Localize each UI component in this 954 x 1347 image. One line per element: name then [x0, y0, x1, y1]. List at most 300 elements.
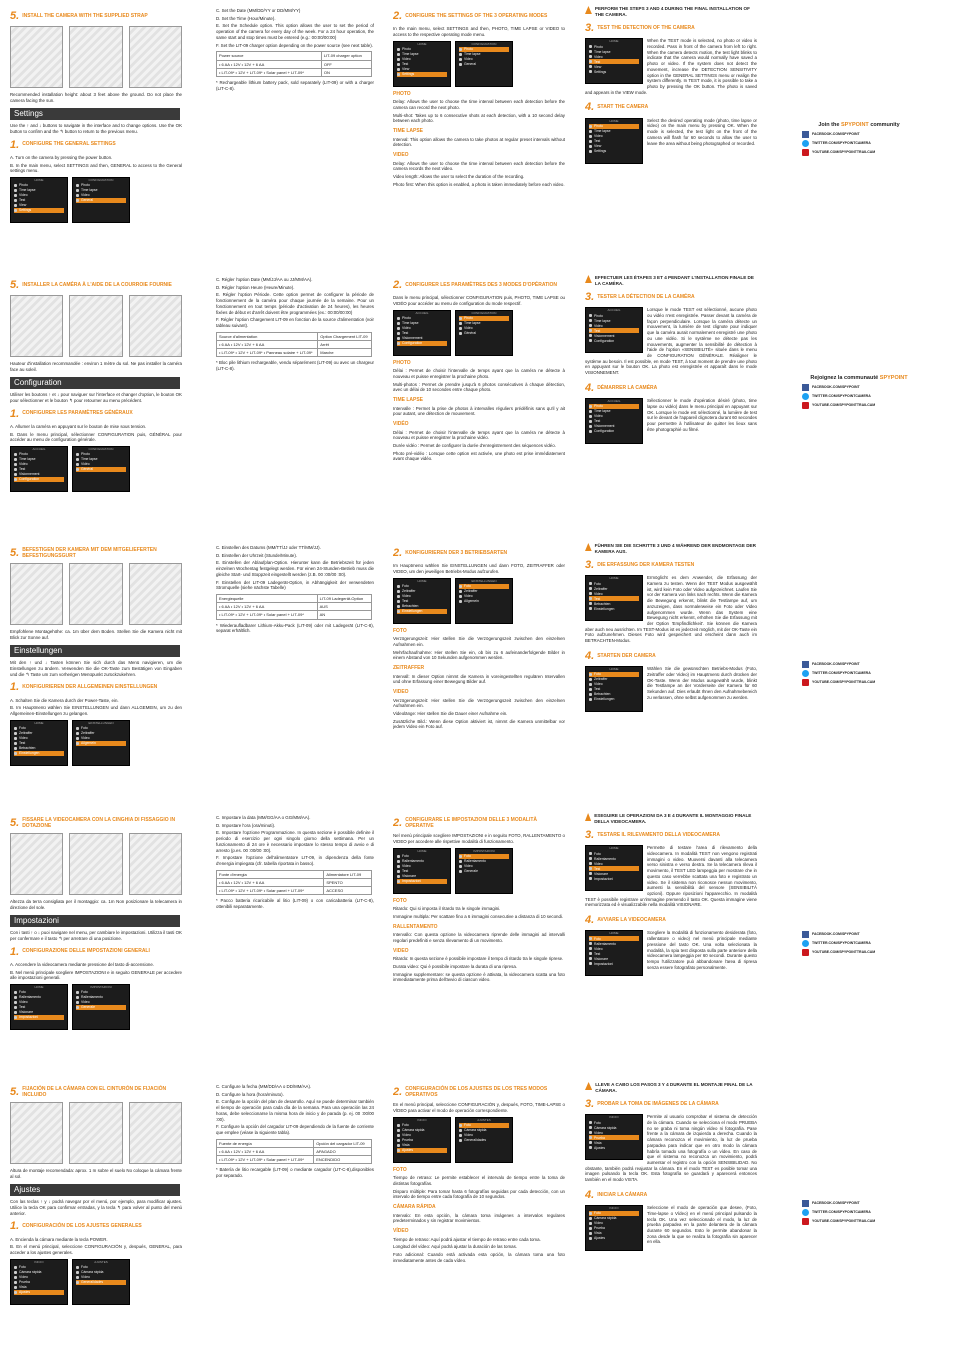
menu-item[interactable]: Test	[589, 419, 639, 424]
menu-item[interactable]: Foto	[459, 854, 509, 859]
step-e: E. Einstellen der Ablaufplan-Option. Hierunter kann die Betriebszeit für jeden einzelnen Wochentag festgelegt werden. Für einen 24-Stunden-Betrieb muss die gleiche Start- und Stoppzeit eingestellt werden (z.B. 00 :00/00 :00).	[216, 560, 374, 577]
column-general	[216, 543, 374, 636]
menu-item[interactable]: Vidéo	[14, 462, 64, 467]
menu-item[interactable]: Video	[14, 193, 64, 198]
column-modes: 2. CONFIGURACIÓN DE LOS AJUSTES DE LOS TRES MODOS OPERATIVOS En el menú principal, seleccione CONFIGURACIÓN y, después, FOTO, TIME-LAPSE o VÍDEO para activar el modo de operación correspondiente. INICIO Foto Cámara rápida Vídeo Prueba Vista Ajustes AJUSTES Foto Cámara rápida Vídeo Generalidades FOTO Tiempo de retraso: Le permite establecer el intervalo de tiempo entre la toma de distintas fotografías. Disparo múltiple: Para tomar hasta 6 fotografías seguidas por cada detección, con un intervalo de tiempo entre cada fotografía de 10 segundos. CÁMARA RÁPIDA Intervalo: En esta opción, la cámara toma imágenes a intervalos regulares predeterminados y sin registrar movimientos. VÍDEO Tiempo de retraso: Aquí podrá ajustar el tiempo de retraso entre cada toma. Longitud del vídeo: Aquí podrá ajustar la duración de las tomas. Foto adicional: Cuando está activada esta opción, la cámara toma una foto inmediatamente antes de cada vídeo.	[393, 1085, 565, 1263]
menu-item[interactable]: General	[76, 198, 126, 203]
menu-screen	[393, 41, 451, 87]
step-2-heading: 2. CONFIGURACIÓN DE LOS AJUSTES DE LOS TRES MODOS OPERATIVOS	[393, 1085, 548, 1099]
menu-item[interactable]: Photo	[76, 183, 126, 188]
menu-item[interactable]: Time lapse	[14, 188, 64, 193]
menu-item-icon	[14, 1271, 17, 1274]
menu-item[interactable]: Visionnement	[589, 333, 639, 338]
menu-item-icon	[589, 150, 592, 153]
menu-item[interactable]: Time lapse	[459, 52, 509, 57]
menu-header: HOME	[417, 41, 427, 46]
menu-item[interactable]: Video	[76, 193, 126, 198]
menu-item[interactable]: Photo	[459, 47, 509, 52]
menu-item[interactable]: Time lapse	[76, 457, 126, 462]
menu-item[interactable]: Video	[589, 861, 639, 866]
menu-item-icon	[397, 870, 400, 873]
column-test	[585, 275, 757, 446]
menu-item-icon	[589, 952, 592, 955]
menu-item[interactable]: Visionnement	[397, 336, 447, 341]
menu-item-icon	[76, 184, 79, 187]
menu-item[interactable]: Photo	[76, 452, 126, 457]
column-install	[10, 275, 182, 495]
step-c: C. Set the Date (MM/DD/YY or DD/MM/YY)	[216, 8, 301, 13]
menu-header: HOME	[34, 985, 44, 990]
step-4-heading: 4. STARTEN DER CAMERA	[585, 649, 656, 662]
twitter-link[interactable]: TWITTER.COM/SPYPOINTCAMERA	[802, 1209, 934, 1216]
install-illustrations	[10, 563, 182, 625]
menu-item[interactable]: Vídeo	[14, 1275, 64, 1280]
menu-screens	[10, 984, 182, 1030]
menu-item-icon	[589, 405, 592, 408]
step-3-heading: 3. DIE ERFASSUNG DER KAMERA TESTEN	[585, 558, 695, 571]
menu-item[interactable]: Photo	[589, 313, 639, 318]
menu-item-icon	[397, 1129, 400, 1132]
menu-header: ACCUEIL	[607, 308, 621, 313]
menu-item[interactable]: Configuration	[14, 477, 64, 482]
menu-item[interactable]: Ajustes	[14, 1290, 64, 1295]
facebook-link[interactable]: FACEBOOK.COM/SPYPOINT	[802, 384, 934, 391]
menu-item[interactable]: Cámara rápida	[589, 1125, 639, 1130]
menu-item[interactable]: Configuration	[589, 338, 639, 343]
menu-item[interactable]: Général	[76, 467, 126, 472]
menu-item[interactable]: Vídeo	[397, 1133, 447, 1138]
photo-heading: FOTO	[393, 627, 407, 634]
menu-item[interactable]: Ajustes	[589, 1236, 639, 1241]
settings-band: Impostazioni	[10, 915, 180, 927]
photo-heading: PHOTO	[393, 359, 411, 366]
column-general	[216, 6, 374, 93]
youtube-link[interactable]: YOUTUBE.COM/SPYPOINTTRAILCAM	[802, 1218, 934, 1225]
menu-item[interactable]: Test	[397, 869, 447, 874]
menu-item[interactable]: Video	[397, 57, 447, 62]
column-modes: 2. CONFIGURARE LE IMPOSTAZIONI DELLE 3 MODALITÀ OPERATIVE Nel menù principale scegliere IMPOSTAZIONI e in seguito FOTO, RALLENTAMENTO o VIDEO per accedere alle rispettive modalità di funzionamento. HOME Foto Rallentamento Video Test Visionare Impostazioni IMPOSTAZIONI Foto Rallentamento Video Generale FOTO Ritardo: Qui si imposta il ritardo tra le singole immagini. Immagine multipla: Per scattare fino a 6 immagini consecutive a distanza di 10 secondi. RALLENTAMENTO Intervallo: Con questa opzione la videocamera riprende delle immagini ad intervalli regolari predefiniti e senza rilevamento di un movimento. VIDEO Ritardo: In questa sezione è possibile impostare il tempo di ritardo tra le singole riprese. Durata video: Qui è possibile impostare la durata di una ripresa. Immagine supplementare: se questa opzione è attivata, la videocamera scatta una foto immediatamente prima dell'avvio di ciascun video.	[393, 816, 565, 983]
menu-item-icon	[459, 48, 462, 51]
menu-item[interactable]: Foto	[397, 854, 447, 859]
menu-item[interactable]: Prueba	[589, 1135, 639, 1140]
menu-item[interactable]: Video	[397, 864, 447, 869]
menu-item[interactable]: Test	[589, 59, 639, 64]
menu-item[interactable]: Test	[14, 198, 64, 203]
menu-item-icon	[76, 732, 79, 735]
menu-item-icon	[397, 875, 400, 878]
youtube-link[interactable]: YOUTUBE.COM/SPYPOINTTRAILCAM	[802, 949, 934, 956]
menu-screen	[10, 1259, 68, 1305]
menu-item[interactable]: Visionare	[14, 1010, 64, 1015]
menu-header: HOME	[609, 931, 619, 936]
menu-item[interactable]: Général	[459, 331, 509, 336]
menu-item[interactable]: Prueba	[589, 1226, 639, 1231]
menu-item[interactable]: Video	[459, 57, 509, 62]
menu-item[interactable]: Foto	[589, 581, 639, 586]
menu-header: HOME	[609, 667, 619, 672]
menu-header: INICIO	[609, 1206, 619, 1211]
menu-screen	[72, 720, 130, 766]
menu-item[interactable]: Ajustes	[589, 1145, 639, 1150]
menu-item-icon	[589, 420, 592, 423]
menu-item[interactable]: Vidéo	[76, 462, 126, 467]
menu-item[interactable]: Zeitraffer	[397, 589, 447, 594]
menu-item[interactable]: Einstellungen	[397, 609, 447, 614]
menu-item-icon	[589, 410, 592, 413]
menu-item[interactable]: Einstellungen	[14, 751, 64, 756]
menu-item[interactable]: Cámara rápida	[14, 1270, 64, 1275]
menu-item[interactable]: Foto	[397, 1123, 447, 1128]
menu-item[interactable]: Vista	[397, 1143, 447, 1148]
menu-item[interactable]: Foto	[589, 936, 639, 941]
menu-item[interactable]: Impostazioni	[14, 1015, 64, 1020]
step-4-heading: 4. INICIAR LA CÁMARA	[585, 1188, 648, 1201]
menu-item-icon	[589, 937, 592, 940]
menu-item[interactable]: Visionare	[397, 874, 447, 879]
menu-item-icon	[589, 60, 592, 63]
menu-item[interactable]: Betrachten	[589, 692, 639, 697]
step-2-text: Im Hauptmenü wählen Sie EINSTELLUNGEN und dann FOTO, ZEITRAFFER oder VIDEO, um den jeweiligen Betriebs-Modus aufzurufen.	[393, 563, 565, 575]
step-5-heading: 5. BEFESTIGEN DER KAMERA MIT DEM MITGELIEFERTEN BEFESTIGUNGSGURT	[10, 546, 157, 560]
menu-item[interactable]: View	[397, 67, 447, 72]
menu-item[interactable]: Generale	[459, 869, 509, 874]
menu-item[interactable]: Test	[589, 951, 639, 956]
step-e: E. Set the Schedule option. This option allows the user to set the period of operation of the camera for every day of the week. For a 24 hour operation, the same start and stop times must be entered (e.g.: 00:00/00:00)	[216, 23, 374, 40]
strap-image	[10, 833, 63, 895]
step-a: A. Encienda la cámara mediante la tecla POWER.	[10, 1236, 108, 1242]
menu-item[interactable]: Test	[589, 687, 639, 692]
menu-item[interactable]: Cámara rápida	[397, 1128, 447, 1133]
menu-screens	[393, 1117, 565, 1163]
menu-item[interactable]: Generalidades	[76, 1280, 126, 1285]
column-install	[10, 813, 182, 1033]
menu-item[interactable]: Time lapse	[589, 49, 639, 54]
menu-screen	[585, 398, 643, 444]
menu-item[interactable]: Foto	[76, 990, 126, 995]
menu-item-icon	[589, 957, 592, 960]
menu-item[interactable]: Foto	[14, 1265, 64, 1270]
step-a: A. Allumer la caméra en appuyant sur le bouton de mise sous tension.	[10, 423, 147, 429]
menu-item[interactable]: Time lapse	[397, 52, 447, 57]
menu-item[interactable]: Settings	[14, 208, 64, 213]
menu-item[interactable]: Vidéo	[459, 326, 509, 331]
menu-item-icon	[397, 53, 400, 56]
menu-item[interactable]: Vidéo	[397, 326, 447, 331]
menu-item[interactable]: Impostazioni	[589, 876, 639, 881]
column-install	[10, 6, 182, 226]
menu-item[interactable]: Test	[14, 1005, 64, 1010]
menu-item[interactable]: Vidéo	[589, 414, 639, 419]
menu-screens	[393, 310, 565, 356]
menu-item[interactable]: Vidéo	[589, 323, 639, 328]
menu-screen	[585, 575, 643, 621]
menu-item[interactable]: Foto	[589, 672, 639, 677]
menu-item-icon	[14, 1266, 17, 1269]
facebook-icon	[802, 1200, 809, 1207]
menu-item-icon	[459, 585, 462, 588]
step-f: F. Impostare l'opzione dell'alimentatore LIT-09, in dipendenza della fonte d'energia impiegata (cfr. tabella riportata in basso).	[216, 855, 374, 867]
menu-header: EINSTELLUNGEN	[471, 578, 497, 583]
menu-item[interactable]: Foto	[76, 1265, 126, 1270]
menu-item[interactable]: Vista	[589, 1140, 639, 1145]
menu-item[interactable]: Vista	[589, 1231, 639, 1236]
menu-screens	[393, 848, 565, 894]
install-illustrations	[10, 1102, 182, 1164]
twitter-link[interactable]: TWITTER.COM/SPYPOINTCAMERA	[802, 140, 934, 147]
menu-item[interactable]: Vídeo	[459, 1133, 509, 1138]
menu-item[interactable]: Rallentamento	[459, 859, 509, 864]
menu-item[interactable]: Test	[14, 741, 64, 746]
menu-item-icon	[589, 314, 592, 317]
column-install	[10, 1082, 182, 1308]
menu-item[interactable]: Cámara rápida	[76, 1270, 126, 1275]
menu-item-icon	[397, 1134, 400, 1137]
menu-item[interactable]: Video	[589, 591, 639, 596]
menu-item[interactable]: Video	[589, 54, 639, 59]
menu-item[interactable]: Vista	[14, 1285, 64, 1290]
menu-item[interactable]: Photo	[14, 452, 64, 457]
menu-item[interactable]: Test	[397, 331, 447, 336]
height-note: Altura de montaje recomendada: aprox. 1 m sobre el suelo No coloque la cámara frente al sol.	[10, 1168, 182, 1180]
settings-text: Mit den ↑ und ↓ Tasten können Sie sich durch das Menü navigieren, um die Einstellungen zu ändern. Verwenden Sie die OK-Taste zum Bestätigen von Eingaben und die ↰ Taste um zum vorherigen Menüpunkt zurückzukehren.	[10, 660, 182, 677]
facebook-link[interactable]: FACEBOOK.COM/SPYPOINT	[802, 131, 934, 138]
menu-item-icon	[589, 852, 592, 855]
twitter-link[interactable]: TWITTER.COM/SPYPOINTCAMERA	[802, 940, 934, 947]
menu-item[interactable]: Foto	[589, 1120, 639, 1125]
menu-item[interactable]: Time lapse	[397, 321, 447, 326]
menu-item[interactable]: Rallentamento	[397, 859, 447, 864]
menu-item-icon	[589, 862, 592, 865]
warning-icon	[585, 813, 591, 821]
menu-header: AJUSTES	[94, 1259, 108, 1264]
youtube-link[interactable]: YOUTUBE.COM/SPYPOINTTRAILCAM	[802, 149, 934, 156]
menu-item[interactable]: Time lapse	[459, 321, 509, 326]
step-4-text: Wählen Sie die gewünschten Betriebs-Modus (Foto, Zeitraffer oder Video) im Hauptmenü durch drücken der OK-Taste. Wenn der Modus ausgewählt wurde, blinkt die Testlampe an der Vorderseite der Kamera für 60 Sekunden auf. Dies erlaubt Ihnen den Aufnahmebereich zu verlassen, ohne selbst aufgenommen zu werden.	[647, 666, 757, 700]
menu-item[interactable]: Test	[589, 139, 639, 144]
menu-item-icon	[14, 1011, 17, 1014]
menu-item-icon	[397, 610, 400, 613]
settings-text: Utiliser les boutons ↑ et ↓ pour naviguer sur l'interface et changer d'option, le bouton OK pour sélectionner et le bouton ↰ pour retourner au menu précédent.	[10, 392, 182, 403]
menu-item[interactable]: View	[589, 64, 639, 69]
menu-item[interactable]: Visionnement	[589, 424, 639, 429]
menu-item-icon	[397, 322, 400, 325]
menu-item[interactable]: Time lapse	[589, 318, 639, 323]
menu-item[interactable]: Test	[397, 599, 447, 604]
menu-item[interactable]: Test	[589, 866, 639, 871]
menu-item[interactable]: Test	[589, 328, 639, 333]
install-illustrations	[10, 26, 182, 88]
warning-icon	[585, 1082, 592, 1090]
menu-item[interactable]: Photo	[589, 124, 639, 129]
step-2-heading: 2. CONFIGURER LES PARAMÈTRES DES 3 MODES D'OPÉRATION	[393, 279, 558, 291]
step-b: B. Nel menù principale scegliere IMPOSTAZIONI e in seguito GENERALE per accedere alle impostazioni generali.	[10, 969, 182, 981]
strap-image	[69, 1102, 122, 1164]
menu-item[interactable]: Zeitraffer	[14, 731, 64, 736]
menu-item-icon	[459, 322, 462, 325]
menu-item[interactable]: Foto	[459, 1123, 509, 1128]
menu-item[interactable]: Rallentamento	[76, 995, 126, 1000]
menu-screen	[455, 310, 513, 356]
menu-item[interactable]: Visionare	[589, 871, 639, 876]
menu-item[interactable]: Foto	[589, 851, 639, 856]
timelapse-heading: TIME LAPSE	[393, 128, 424, 135]
menu-item[interactable]: Visionare	[589, 956, 639, 961]
menu-item[interactable]: Zeitraffer	[459, 589, 509, 594]
menu-item[interactable]: Ajustes	[397, 1148, 447, 1153]
step-1-heading: 1. KONFIGURIEREN DER ALLGEMEINEN EINSTELLUNGEN	[10, 681, 158, 694]
menu-item[interactable]: Video	[589, 946, 639, 951]
twitter-link[interactable]: TWITTER.COM/SPYPOINTCAMERA	[802, 670, 934, 677]
social-block	[784, 122, 934, 156]
menu-item[interactable]: Time lapse	[14, 457, 64, 462]
menu-item-icon	[397, 600, 400, 603]
menu-item-icon	[76, 742, 79, 745]
menu-item-icon	[589, 678, 592, 681]
youtube-link[interactable]: YOUTUBE.COM/SPYPOINTTRAILCAM	[802, 402, 934, 409]
menu-item[interactable]: Prueba	[14, 1280, 64, 1285]
menu-item[interactable]: Test	[14, 467, 64, 472]
menu-item[interactable]: Photo	[397, 316, 447, 321]
column-general	[216, 275, 374, 374]
menu-item[interactable]: Settings	[589, 149, 639, 154]
menu-item-icon	[459, 855, 462, 858]
menu-item-icon	[14, 1016, 17, 1019]
menu-item[interactable]: Einstellungen	[589, 606, 639, 611]
menu-item[interactable]: Video	[589, 134, 639, 139]
warning-icon	[585, 543, 592, 551]
facebook-link[interactable]: FACEBOOK.COM/SPYPOINT	[802, 1200, 934, 1207]
menu-item[interactable]: Time lapse	[589, 129, 639, 134]
menu-screens	[10, 1259, 182, 1305]
menu-item[interactable]: Photo	[589, 44, 639, 49]
menu-item[interactable]: Video	[76, 1000, 126, 1005]
menu-header: CONFIGURATION	[88, 447, 114, 452]
install-illustrations	[10, 833, 182, 895]
menu-item[interactable]: Betrachten	[589, 601, 639, 606]
menu-item[interactable]: Video	[459, 594, 509, 599]
menu-item[interactable]: Configuration	[397, 341, 447, 346]
menu-item[interactable]: Allgemein	[76, 741, 126, 746]
menu-item[interactable]: Settings	[589, 69, 639, 74]
menu-item[interactable]: Settings	[397, 72, 447, 77]
menu-item[interactable]: Prueba	[397, 1138, 447, 1143]
menu-item[interactable]: Foto	[397, 584, 447, 589]
menu-item[interactable]: Foto	[14, 726, 64, 731]
step-3-text: Permette di testare l'area di rilevamento della videocamera. In modalità TEST non vengono registrati immagini o video. Muoversi davanti alla telecamera verso sinistra e verso destra. Se la telecamera rileva il movimento, il TEST LED lampeggia per mostrare che in questo caso verrebbe scattata una foto e registrato un video. Se il sistema non riconosce nessun movimento, aumenti la sensibilità del sensore (SENSIBILITÀ opzioni). Oppure riposizioni l'apparecchio. In modalità TEST è possibile registrare un'immagine premendo il tasto OK. Questa immagine viene memorizzata ed è visualizzabile nella modalità VISIONARE.	[585, 845, 757, 908]
menu-item[interactable]: Configuration	[589, 429, 639, 434]
menu-item[interactable]: Zeitraffer	[589, 677, 639, 682]
menu-item[interactable]: Zeitraffer	[589, 586, 639, 591]
menu-header: HOME	[609, 576, 619, 581]
menu-item[interactable]: Video	[14, 736, 64, 741]
menu-item[interactable]: Allgemein	[459, 599, 509, 604]
menu-item[interactable]: Time lapse	[76, 188, 126, 193]
step-3-heading: 3. TEST THE DETECTION OF THE CAMERA	[585, 21, 695, 34]
menu-item[interactable]: Photo	[459, 316, 509, 321]
menu-item[interactable]: Betrachten	[14, 746, 64, 751]
menu-header: INICIO	[609, 1115, 619, 1120]
menu-item-icon	[589, 688, 592, 691]
menu-item[interactable]: View	[14, 203, 64, 208]
step-2-heading: 2. KONFIGURIEREN DER 3 BETRIEBSARTEN	[393, 547, 508, 559]
menu-item[interactable]: Video	[76, 736, 126, 741]
menu-header: HOME	[417, 578, 427, 583]
menu-item[interactable]: Vídeo	[76, 1275, 126, 1280]
menu-item-icon	[459, 870, 462, 873]
step-1-heading: 1. CONFIGURACIÓN DE LOS AJUSTES GENERALES	[10, 1220, 142, 1233]
menu-item[interactable]: Photo	[14, 183, 64, 188]
menu-item[interactable]: Rallentamento	[589, 941, 639, 946]
menu-header: HOME	[609, 118, 619, 123]
menu-item[interactable]: Foto	[589, 1211, 639, 1216]
menu-item-icon	[589, 430, 592, 433]
menu-item[interactable]: Vídeo	[589, 1130, 639, 1135]
step-3-heading: 3. PROBAR LA TOMA DE IMÁGENES DE LA CÁMARA	[585, 1097, 719, 1110]
twitter-link[interactable]: TWITTER.COM/SPYPOINTCAMERA	[802, 393, 934, 400]
menu-item-icon	[589, 140, 592, 143]
menu-item-icon	[397, 337, 400, 340]
menu-item-icon	[14, 1276, 17, 1279]
menu-item-icon	[589, 592, 592, 595]
menu-item-icon	[14, 1006, 17, 1009]
youtube-link[interactable]: YOUTUBE.COM/SPYPOINTTRAILCAM	[802, 679, 934, 686]
facebook-link[interactable]: FACEBOOK.COM/SPYPOINT	[802, 931, 934, 938]
menu-item-icon	[589, 319, 592, 322]
menu-item-icon	[589, 130, 592, 133]
menu-item[interactable]: Generale	[76, 1005, 126, 1010]
menu-item[interactable]: Vídeo	[589, 1221, 639, 1226]
facebook-link[interactable]: FACEBOOK.COM/SPYPOINT	[802, 661, 934, 668]
menu-item[interactable]: Video	[397, 594, 447, 599]
menu-header: HOME	[34, 178, 44, 183]
menu-item[interactable]: Photo	[397, 47, 447, 52]
menu-item[interactable]: Generalidades	[459, 1138, 509, 1143]
menu-item[interactable]: Visionnement	[14, 472, 64, 477]
menu-item[interactable]: Cámara rápida	[589, 1216, 639, 1221]
menu-item[interactable]: Video	[14, 1000, 64, 1005]
menu-item[interactable]: Foto	[14, 990, 64, 995]
step-3-heading: 3. TESTER LA DÉTECTION DE LA CAMÉRA	[585, 290, 695, 303]
menu-item[interactable]: Impostazioni	[589, 961, 639, 966]
menu-item[interactable]: Einstellungen	[589, 697, 639, 702]
menu-item[interactable]: Photo	[589, 404, 639, 409]
menu-item-icon	[397, 1149, 400, 1152]
menu-item-icon	[589, 1121, 592, 1124]
menu-item[interactable]: Test	[397, 62, 447, 67]
menu-item[interactable]: Foto	[76, 726, 126, 731]
menu-item[interactable]: Foto	[459, 584, 509, 589]
menu-item-icon	[397, 73, 400, 76]
video-heading: VIDEO	[393, 152, 409, 159]
menu-item-icon	[397, 585, 400, 588]
table-footnote: * Bloc pile lithium rechargeable, vendu séparément (LIT-09) ou avec un chargeur (LIT-C-8).	[216, 360, 374, 372]
step-d: D. Set the Time (Hour/Minute).	[216, 15, 276, 21]
menu-item[interactable]: Rallentamento	[14, 995, 64, 1000]
menu-item-icon	[589, 65, 592, 68]
menu-item[interactable]: Video	[459, 864, 509, 869]
menu-item-icon	[589, 1131, 592, 1134]
menu-item[interactable]: General	[459, 62, 509, 67]
menu-item[interactable]: Time lapse	[589, 409, 639, 414]
menu-item[interactable]: Betrachten	[397, 604, 447, 609]
menu-item[interactable]: Test	[589, 596, 639, 601]
menu-item[interactable]: Impostazioni	[397, 879, 447, 884]
menu-item[interactable]: View	[589, 144, 639, 149]
menu-item[interactable]: Video	[589, 682, 639, 687]
menu-item[interactable]: Cámara rápida	[459, 1128, 509, 1133]
menu-item[interactable]: Rallentamento	[589, 856, 639, 861]
menu-item[interactable]: Zeitraffer	[76, 731, 126, 736]
